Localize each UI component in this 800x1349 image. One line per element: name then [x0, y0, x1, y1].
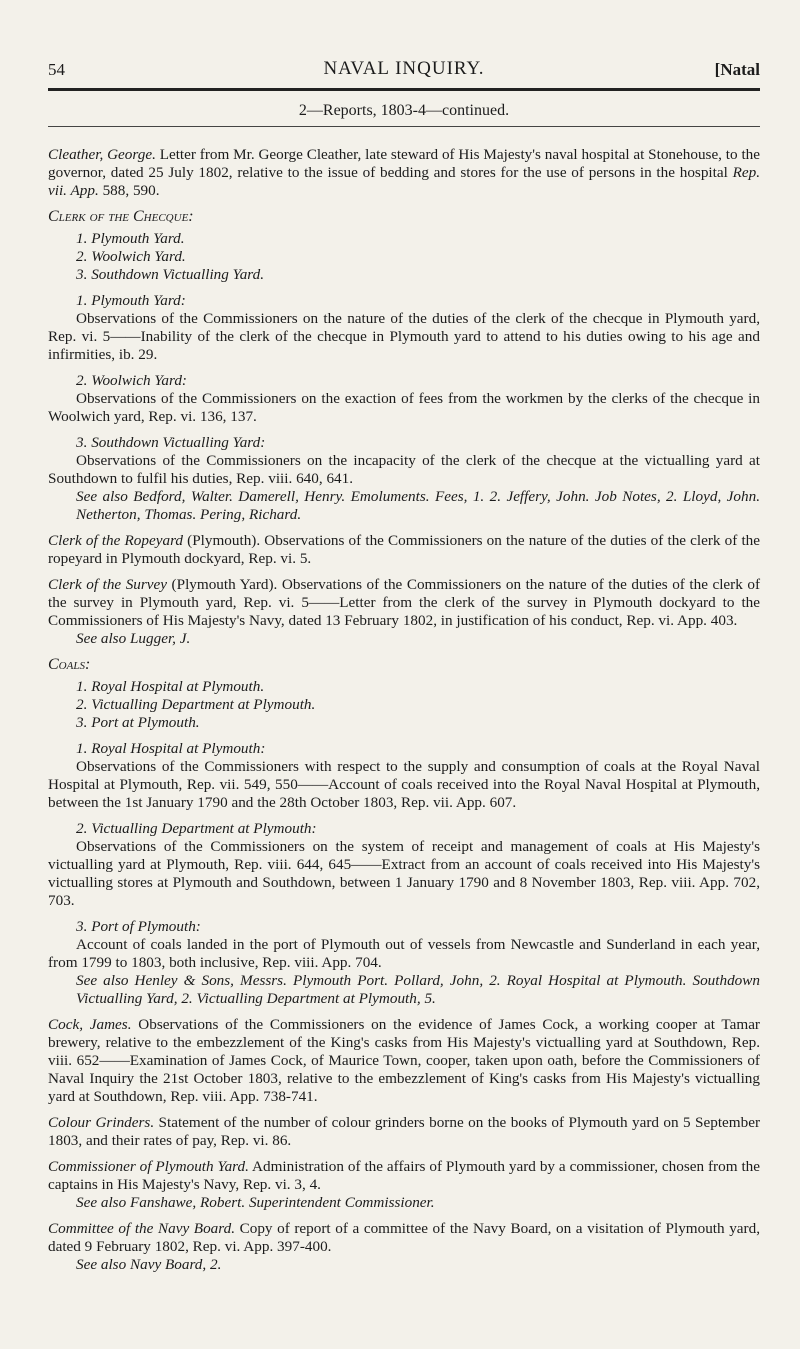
see-also: See also Fanshawe, Robert. Superintendent Commissioner. — [76, 1194, 435, 1211]
list-item: 2. Victualling Department at Plymouth. — [76, 696, 316, 713]
subheading-victualling-department: 2. Victualling Department at Plymouth: — [76, 820, 317, 837]
entry-text: (Plymouth Yard). Observations of the Commissioners on the nature of the duties of the clerk of the survey in Plymouth yard, Rep. vi. 5——Letter from the clerk of the survey in Plymouth dockyard to the Commissioners of His Majesty's Navy, dated 13 February 1802, in justification of his conduct, Rep. vi. App. 403. — [48, 576, 761, 629]
list-item: 1. Royal Hospital at Plymouth. — [76, 678, 265, 695]
list-item: 3. Port at Plymouth. — [76, 714, 200, 731]
heading-clerk-of-checque: Clerk of the Checque: — [48, 208, 194, 225]
entry-committee-navy-board — [48, 1220, 760, 1256]
entry-pages: 588, 590. — [98, 182, 160, 199]
running-title: NAVAL INQUIRY. — [323, 58, 485, 79]
paragraph: Observations of the Commissioners with respect to the supply and consumption of coals at the Royal Naval Hospital at Plymouth, Rep. vii. 549, 550——Account of coals received into the Royal Naval Hospital at Plymouth, between the 1st January 1790 and the 28th October 1803, Rep. vii. App. 607. — [48, 758, 760, 811]
section-subheader: 2—Reports, 1803-4—continued. — [298, 102, 510, 119]
list-item: 2. Woolwich Yard. — [76, 248, 186, 265]
entry-clerk-ropeyard — [48, 532, 760, 568]
header-rule — [48, 88, 760, 91]
see-also: See also Lugger, J. — [76, 630, 191, 647]
clerk-checque-list — [76, 230, 760, 284]
heading-coals: Coals: — [48, 656, 91, 673]
subheading-woolwich-yard: 2. Woolwich Yard: — [76, 372, 187, 389]
entry-cleather — [48, 146, 760, 200]
entry-text: Administration of the affairs of Plymouth yard by a commissioner, chosen from the captains in His Majesty's Navy, Rep. vi. 3, 4. — [48, 1158, 760, 1193]
subheading-port-of-plymouth: 3. Port of Plymouth: — [76, 918, 201, 935]
paragraph: Observations of the Commissioners on the incapacity of the clerk of the checque at the victualling yard at Southdown to fulfil his duties, Rep. viii. 640, 641. — [48, 452, 760, 487]
page-number: 54 — [48, 60, 65, 79]
entry-name: Clerk of the Survey — [48, 576, 168, 593]
see-also: See also Henley & Sons, Messrs. Plymouth Port. Pollard, John, 2. Royal Hospital at Plymouth. Southdown Victualling Yard, 2. Victualling Department at Plymouth, 5. — [76, 972, 760, 1007]
entry-name: Clerk of the Ropeyard — [48, 532, 184, 549]
paragraph: Observations of the Commissioners on the system of receipt and management of coals at His Majesty's victualling yard at Plymouth, Rep. viii. 644, 645——Extract from an account of coals received into His Majesty's victualling stores at Plymouth and Southdown, between 1 January 1790 and 8 November 1803, Rep. viii. App. 702, 703. — [48, 838, 760, 909]
entry-name: Cock, James. — [48, 1016, 132, 1033]
entry-commissioner-plymouth — [48, 1158, 760, 1194]
see-also: See also Navy Board, 2. — [76, 1256, 222, 1273]
entry-cock-james — [48, 1016, 760, 1106]
subheading-southdown-yard: 3. Southdown Victualling Yard: — [76, 434, 266, 451]
entry-colour-grinders — [48, 1114, 760, 1150]
section-tag: [Natal — [714, 60, 760, 79]
paragraph: Observations of the Commissioners on the nature of the duties of the clerk of the checque in Plymouth yard, Rep. vi. 5——Inability of the clerk of the checque in Plymouth yard to attend to his duties owing to his age and infirmities, ib. 29. — [48, 310, 760, 363]
entry-clerk-survey — [48, 576, 760, 630]
entry-text: Letter from Mr. George Cleather, late steward of His Majesty's naval hospital at Stonehouse, to the governor, dated 25 July 1802, relative to the issue of bedding and stores for the use of persons in the hospital — [48, 146, 760, 181]
running-header — [48, 58, 760, 84]
entry-name: Colour Grinders. — [48, 1114, 155, 1131]
subheading-plymouth-yard: 1. Plymouth Yard: — [76, 292, 186, 309]
entry-name: Commissioner of Plymouth Yard. — [48, 1158, 249, 1175]
entry-name: Committee of the Navy Board. — [48, 1220, 235, 1237]
entry-ref: Rep. vii. App. — [48, 164, 760, 199]
coals-list — [76, 678, 760, 732]
subheader-rule — [48, 126, 760, 127]
index-body — [48, 138, 760, 1274]
entry-text: Observations of the Commissioners on the evidence of James Cock, a working cooper at Tamar brewery, relative to the embezzlement of the King's casks from His Majesty's victualling yard at Southdown, Rep. viii. 652——Examination of James Cock, of Maurice Town, cooper, taken upon oath, before the Commissioners of Naval Inquiry the 21st October 1803, relative to the embezzlement of King's casks from His Majesty's victualling yard at Southdown, Rep. viii. App. 738-741. — [48, 1016, 760, 1105]
paragraph: Observations of the Commissioners on the exaction of fees from the workmen by the clerks of the checque in Woolwich yard, Rep. vi. 136, 137. — [48, 390, 760, 425]
entry-text: Copy of report of a committee of the Navy Board, on a visitation of Plymouth yard, dated 9 February 1802, Rep. vi. App. 397-400. — [48, 1220, 760, 1255]
list-item: 1. Plymouth Yard. — [76, 230, 185, 247]
entry-name: Cleather, George. — [48, 146, 156, 163]
entry-text: (Plymouth). Observations of the Commissioners on the nature of the duties of the clerk of the ropeyard in Plymouth dockyard, Rep. vi. 5. — [48, 532, 761, 567]
subheading-royal-hospital: 1. Royal Hospital at Plymouth: — [76, 740, 266, 757]
see-also: See also Bedford, Walter. Damerell, Henry. Emoluments. Fees, 1. 2. Jeffery, John. Job Notes, 2. Lloyd, John. Netherton, Thomas. Pering, Richard. — [76, 488, 760, 523]
paragraph: Account of coals landed in the port of Plymouth out of vessels from Newcastle and Sunderland in each year, from 1799 to 1803, both inclusive, Rep. viii. App. 704. — [48, 936, 760, 971]
entry-text: Statement of the number of colour grinders borne on the books of Plymouth yard on 5 September 1803, and their rates of pay, Rep. vi. 86. — [48, 1114, 760, 1149]
list-item: 3. Southdown Victualling Yard. — [76, 266, 265, 283]
